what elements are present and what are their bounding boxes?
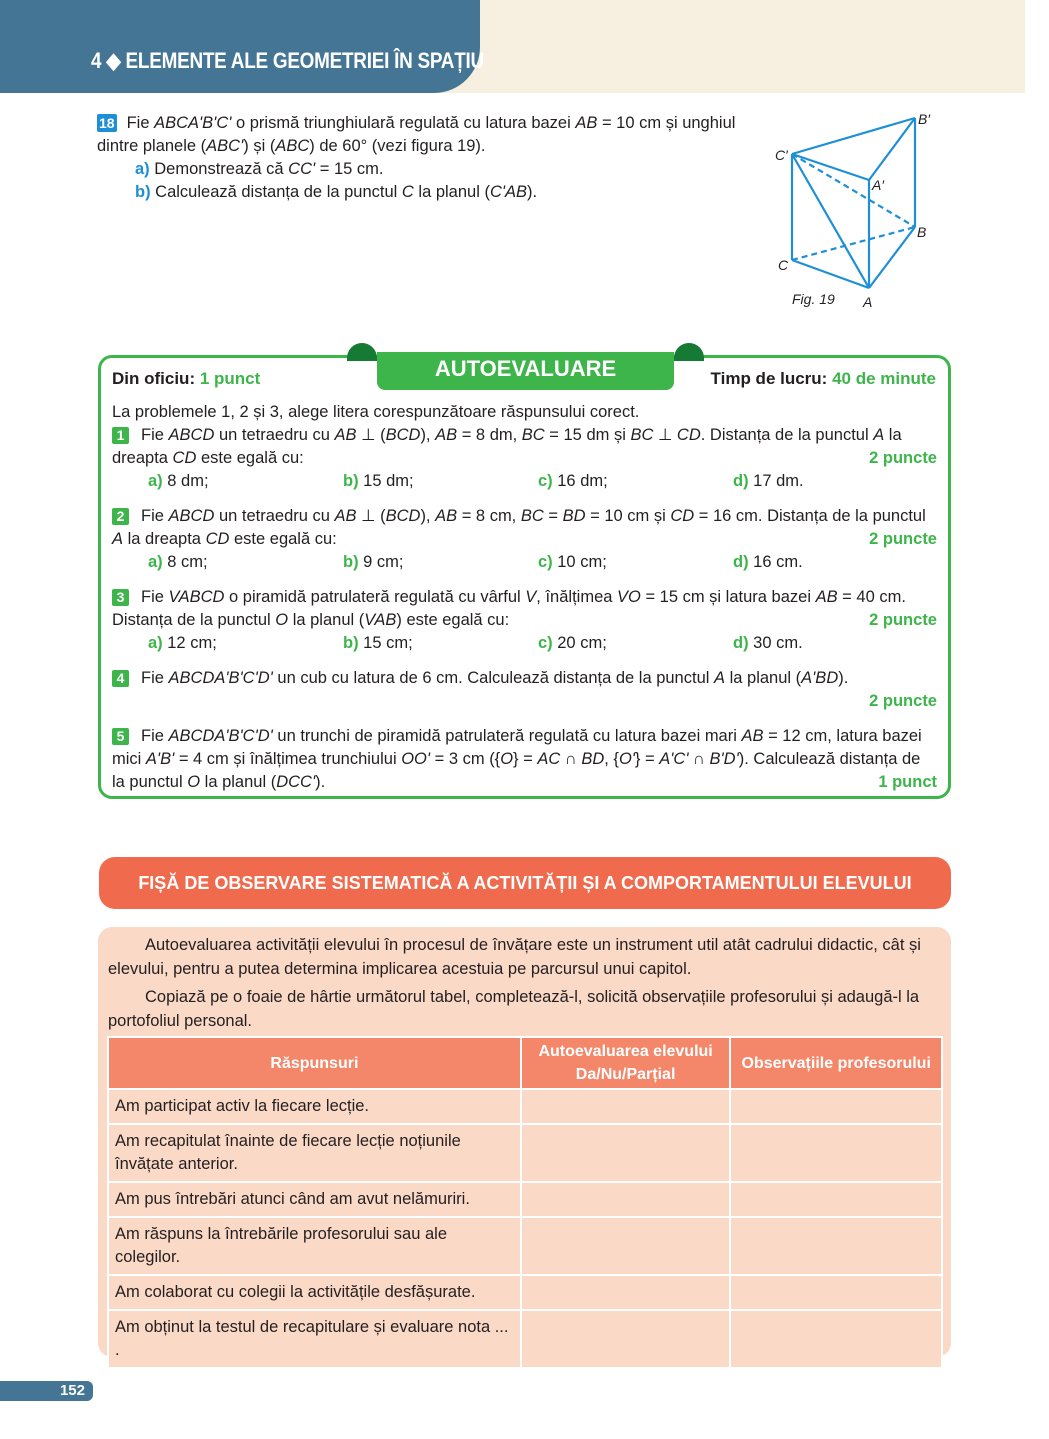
- text: Fie: [141, 426, 169, 444]
- text: un trunchi de piramidă patrulateră regulată cu latura bazei mari: [272, 727, 742, 745]
- text: la planul (: [725, 669, 802, 687]
- exercise-18-part-a: [97, 158, 777, 181]
- text: ⊥ (: [356, 426, 386, 444]
- table-cell[interactable]: [521, 1310, 731, 1368]
- text: , {: [604, 750, 619, 768]
- text: la planul (: [413, 183, 490, 201]
- text: V: [525, 588, 537, 606]
- points: 2 puncte: [869, 530, 937, 548]
- paragraph: Copiază pe o foaie de hârtie următorul tabel, completează-l, solicită observațiile profesorului și adaugă-l la portofoliul personal.: [108, 988, 920, 1030]
- text: este egală cu:: [229, 530, 337, 548]
- text: CC': [288, 160, 316, 178]
- text: BC: [520, 507, 544, 525]
- timp-de-lucru: [711, 369, 936, 389]
- tab-ear-right: [674, 343, 704, 361]
- text: ) și (: [243, 137, 276, 155]
- answer-options: [112, 551, 937, 574]
- text: Demonstrează că: [149, 160, 289, 178]
- points: 2 puncte: [869, 449, 937, 467]
- text: AB: [741, 727, 764, 745]
- text: } =: [513, 750, 538, 768]
- value: 1 punct: [199, 369, 261, 388]
- text: AC ∩ BD: [537, 750, 605, 768]
- text: , înălțimea: [536, 588, 618, 606]
- text: A: [714, 669, 726, 687]
- vertex-label: B: [917, 224, 927, 240]
- vertex-label: B′: [918, 111, 930, 127]
- text: VO: [617, 588, 641, 606]
- option-a[interactable]: a) 8 dm;: [148, 472, 209, 490]
- text: O: [500, 750, 514, 768]
- text: ) este egală cu:: [396, 611, 510, 629]
- text: A: [873, 426, 885, 444]
- text: AB: [815, 588, 838, 606]
- autoevaluare-questions: [112, 401, 937, 806]
- page-number: 152: [0, 1381, 93, 1401]
- question-5: [112, 725, 937, 794]
- text: O': [618, 750, 635, 768]
- chapter-title: 4 ◆ ELEMENTE ALE GEOMETRIEI ÎN SPAȚIU: [91, 48, 484, 73]
- text: BCD: [385, 426, 421, 444]
- text: BC: [521, 426, 545, 444]
- text: la dreapta: [112, 426, 902, 467]
- text: un cub cu latura de 6 cm. Calculează distanța de la punctul: [272, 669, 714, 687]
- table-row: [108, 1275, 942, 1310]
- option-a[interactable]: a) 12 cm;: [148, 634, 217, 652]
- table-cell[interactable]: [730, 1310, 942, 1368]
- question-number-badge: 2: [112, 508, 129, 525]
- text: dintre planele (: [97, 137, 207, 155]
- vertex-label: C′: [775, 147, 788, 163]
- option-a[interactable]: a) 8 cm;: [148, 553, 208, 571]
- option-c[interactable]: c) 20 cm;: [538, 634, 607, 652]
- option-c[interactable]: c) 16 dm;: [538, 472, 608, 490]
- text: VABCD: [168, 588, 225, 606]
- text: CD: [670, 507, 695, 525]
- text: = 4 cm și înălțimea trunchiului: [174, 750, 402, 768]
- question-number-badge: 1: [112, 427, 129, 444]
- text: . Distanța de la punctul: [700, 426, 874, 444]
- question-number-badge: 3: [112, 589, 129, 606]
- text: C: [401, 183, 414, 201]
- question-4: [112, 667, 937, 713]
- text: o prismă triunghiulară regulată cu latura bazei: [231, 114, 576, 132]
- text: ⊥: [653, 426, 677, 444]
- text: = 16 cm. Distanța de la punctul: [694, 507, 926, 525]
- text: A'B': [145, 750, 175, 768]
- table-row: [108, 1217, 942, 1275]
- answer-options: [112, 632, 937, 655]
- question-number-badge: 4: [112, 670, 129, 687]
- answer-options: [112, 470, 937, 493]
- text: BD: [562, 507, 586, 525]
- column-header: Observațiile profesorului: [730, 1037, 942, 1089]
- text: ABCD: [168, 426, 215, 444]
- text: O: [275, 611, 289, 629]
- table-header-row: [108, 1037, 942, 1089]
- exercise-18-statement: [97, 112, 777, 158]
- text: un tetraedru cu: [214, 507, 335, 525]
- text: BC: [630, 426, 654, 444]
- text: CD: [172, 449, 197, 467]
- text: la planul (: [288, 611, 365, 629]
- table-cell[interactable]: [521, 1217, 731, 1275]
- table-cell: Am participat activ la fiecare lecție.: [108, 1089, 521, 1124]
- text: o piramidă patrulateră regulată cu vârful: [224, 588, 526, 606]
- text: OO': [401, 750, 431, 768]
- option-d[interactable]: d) 16 cm.: [733, 553, 803, 571]
- text: CD: [676, 426, 701, 444]
- column-header: Răspunsuri: [108, 1037, 521, 1089]
- text: Fie: [141, 588, 169, 606]
- text: ABC: [275, 137, 310, 155]
- text: = 15 cm și latura bazei: [640, 588, 816, 606]
- question-3: [112, 586, 937, 655]
- table-row: [108, 1182, 942, 1217]
- text: AB: [435, 507, 458, 525]
- table-cell[interactable]: [730, 1124, 942, 1182]
- text: ABCA'B'C': [154, 114, 232, 132]
- text: la dreapta: [123, 530, 206, 548]
- option-b[interactable]: b) 15 cm;: [343, 634, 413, 652]
- table-cell[interactable]: [521, 1182, 731, 1217]
- label: Din oficiu:: [112, 369, 196, 388]
- table-cell[interactable]: [521, 1275, 731, 1310]
- question-number-badge: 5: [112, 728, 129, 745]
- exercise-18: [97, 112, 777, 204]
- option-b[interactable]: b) 9 cm;: [343, 553, 404, 571]
- column-header: Autoevaluarea elevului Da/Nu/Parțial: [521, 1037, 731, 1089]
- table-cell: Am răspuns la întrebările profesorului sau ale colegilor.: [108, 1217, 521, 1275]
- option-b[interactable]: b) 15 dm;: [343, 472, 414, 490]
- text: A: [112, 530, 124, 548]
- text: Fie: [141, 507, 169, 525]
- part-label: b): [135, 183, 151, 201]
- text: } =: [634, 750, 660, 768]
- figure-caption: Fig. 19: [792, 291, 835, 307]
- text: AB: [575, 114, 598, 132]
- text: ABCDA'B'C'D': [168, 727, 273, 745]
- table-cell: Am obținut la testul de recapitulare și evaluare nota ... .: [108, 1310, 521, 1368]
- text: AB: [334, 426, 357, 444]
- text: ).: [527, 183, 538, 201]
- figure-19-prism: [770, 108, 960, 318]
- text: CD: [205, 530, 230, 548]
- text: ).: [838, 669, 849, 687]
- text: ),: [420, 426, 436, 444]
- table-cell[interactable]: [521, 1089, 731, 1124]
- din-oficiu: [112, 369, 260, 389]
- text: = 8 dm,: [457, 426, 522, 444]
- vertex-label: A′: [872, 177, 884, 193]
- chapter-tab: [0, 0, 480, 93]
- text: = 3 cm ({: [430, 750, 501, 768]
- fisa-title-banner: FIȘĂ DE OBSERVARE SISTEMATICĂ A ACTIVITĂȚII ȘI A COMPORTAMENTULUI ELEVULUI: [99, 857, 951, 909]
- table-cell[interactable]: [730, 1089, 942, 1124]
- text: Fie: [141, 669, 169, 687]
- label: Timp de lucru:: [710, 369, 828, 388]
- text: = 15 cm.: [315, 160, 384, 178]
- table-row: [108, 1089, 942, 1124]
- instruction: La problemele 1, 2 și 3, alege litera corespunzătoare răspunsului corect.: [112, 403, 640, 421]
- text: =: [543, 507, 563, 525]
- text: O: [187, 773, 201, 791]
- text: = 8 cm,: [457, 507, 521, 525]
- fisa-intro: [108, 933, 943, 1037]
- text: BCD: [385, 507, 421, 525]
- text: un tetraedru cu: [214, 426, 335, 444]
- triangular-prism-diagram: [770, 108, 960, 318]
- text: AB: [435, 426, 458, 444]
- text: = 10 cm și unghiul: [597, 114, 736, 132]
- autoevaluare-title: AUTOEVALUARE: [377, 352, 674, 390]
- text: ).: [315, 773, 326, 791]
- vertex-label: A: [863, 294, 873, 310]
- tab-ear-left: [347, 343, 377, 361]
- text: este egală cu:: [196, 449, 304, 467]
- vertex-label: C: [778, 257, 789, 273]
- exercise-number-badge: 18: [99, 115, 115, 131]
- text: ). Calculează distanța de la punctul: [112, 750, 921, 791]
- text: ABCDA'B'C'D': [168, 669, 273, 687]
- text: AB: [334, 507, 357, 525]
- text: Fie: [126, 114, 155, 132]
- part-label: a): [135, 160, 150, 178]
- option-d[interactable]: d) 30 cm.: [733, 634, 803, 652]
- points: 1 punct: [878, 773, 937, 791]
- table-cell[interactable]: [730, 1182, 942, 1217]
- table-cell[interactable]: [730, 1275, 942, 1310]
- option-d[interactable]: d) 17 dm.: [733, 472, 804, 490]
- text: Calculează distanța de la punctul: [150, 183, 402, 201]
- table-cell: Am recapitulat înainte de fiecare lecție noțiunile învățate anterior.: [108, 1124, 521, 1182]
- text: ⊥ (: [356, 507, 386, 525]
- table-cell[interactable]: [730, 1217, 942, 1275]
- paragraph: Autoevaluarea activității elevului în procesul de învățare este un instrument util atât cadrului didactic, cât și elevului, pentru a putea determina implicarea acestuia pe parcursul unui capitol.: [108, 936, 921, 978]
- text: VAB: [364, 611, 397, 629]
- points: 2 puncte: [869, 692, 937, 710]
- text: Fie: [141, 727, 169, 745]
- table-cell[interactable]: [521, 1124, 731, 1182]
- text: la planul (: [200, 773, 277, 791]
- text: A'C' ∩ B'D': [659, 750, 739, 768]
- text: = 40 cm. Distanța de la punctul: [112, 588, 906, 629]
- observation-table: [107, 1036, 943, 1369]
- text: C'AB: [489, 183, 528, 201]
- text: = 15 dm și: [544, 426, 631, 444]
- exercise-18-part-b: [97, 181, 777, 204]
- question-1: [112, 424, 937, 493]
- points: 2 puncte: [869, 611, 937, 629]
- text: ),: [420, 507, 436, 525]
- text: ) de 60° (vezi figura 19).: [309, 137, 486, 155]
- text: = 10 cm și: [585, 507, 671, 525]
- table-row: [108, 1310, 942, 1368]
- value: 40 de minute: [832, 369, 936, 388]
- table-row: [108, 1124, 942, 1182]
- question-2: [112, 505, 937, 574]
- option-c[interactable]: c) 10 cm;: [538, 553, 607, 571]
- table-cell: Am colaborat cu colegii la activitățile desfășurate.: [108, 1275, 521, 1310]
- text: = 12 cm, latura bazei mici: [112, 727, 922, 768]
- table-cell: Am pus întrebări atunci când am avut nelămuriri.: [108, 1182, 521, 1217]
- text: A'BD: [801, 669, 839, 687]
- text: DCC': [276, 773, 316, 791]
- text: ABCD: [168, 507, 215, 525]
- text: ABC': [206, 137, 244, 155]
